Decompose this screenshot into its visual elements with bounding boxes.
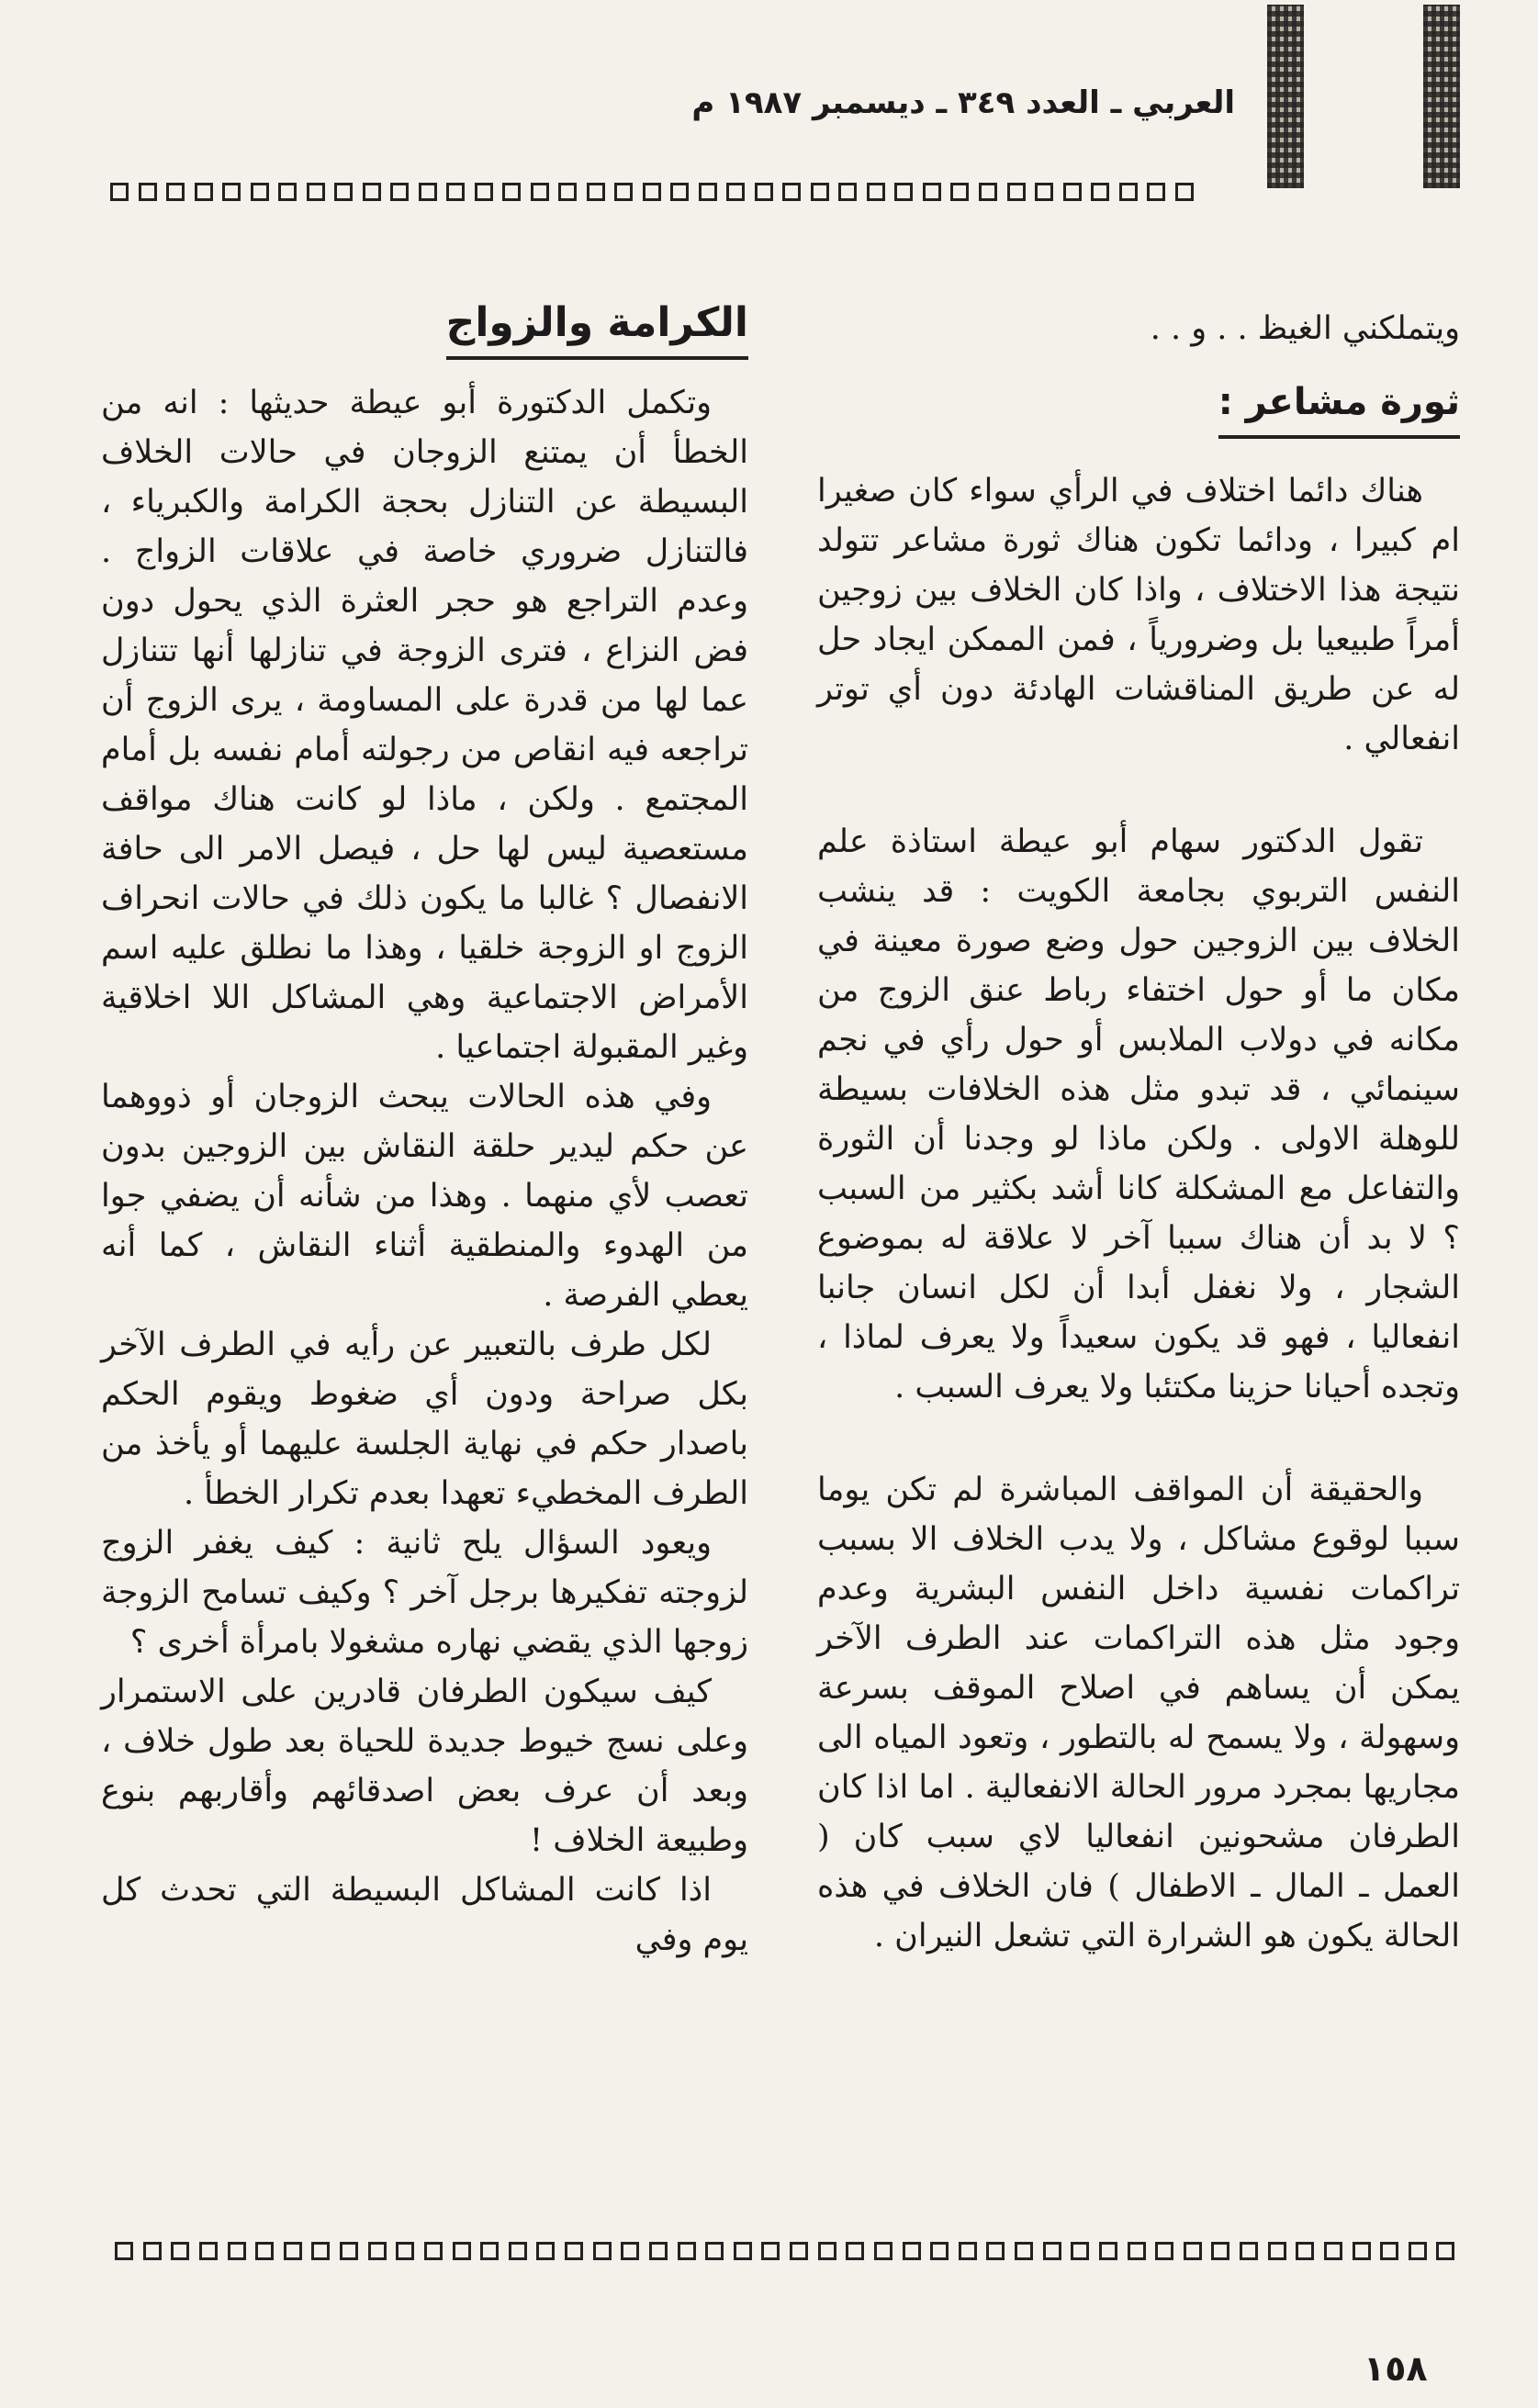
rule-box	[1240, 2242, 1258, 2260]
rule-box	[1071, 2242, 1089, 2260]
paragraph: كيف سيكون الطرفان قادرين على الاستمرار وعلى نسج خيوط جديدة للحياة بعد طول خلاف ، وبعد أن عرف بعض اصدقائهم وأقاربهم بنوع وطبيعة الخلاف !	[101, 1674, 748, 1859]
left-column	[101, 296, 748, 1965]
rule-box	[790, 2242, 808, 2260]
rule-box	[923, 183, 941, 201]
rule-box	[782, 183, 801, 201]
rule-box	[1099, 2242, 1117, 2260]
rule-box	[1035, 183, 1053, 201]
rule-box	[1091, 183, 1109, 201]
paragraph: وفي هذه الحالات يبحث الزوجان أو ذووهما عن حكم ليدير حلقة النقاش بين الزوجين بدون تعصب لأي منهما . وهذا من شأنه أن يضفي جوا من الهدوء والمنطقية أثناء النقاش ، كما أنه يعطي الفرصة .	[101, 1079, 748, 1314]
rule-box	[670, 183, 689, 201]
rule-box	[363, 183, 381, 201]
rule-box	[874, 2242, 892, 2260]
rule-box	[1043, 2242, 1061, 2260]
rule-box	[195, 183, 213, 201]
rule-box	[531, 183, 549, 201]
section-heading: ثورة مشاعر :	[1218, 375, 1460, 439]
rule-box	[334, 183, 353, 201]
right-column	[817, 303, 1460, 1961]
rule-box	[894, 183, 913, 201]
rule-box	[1015, 2242, 1033, 2260]
rule-box	[699, 183, 717, 201]
rule-box	[1409, 2242, 1427, 2260]
paragraph: ويعود السؤال يلح ثانية : كيف يغفر الزوج لزوجته تفكيرها برجل آخر ؟ وكيف تسامح الزوجة زوجها الذي يقضي نهاره مشغولا بامرأة أخرى ؟	[101, 1525, 748, 1661]
rule-box	[340, 2242, 358, 2260]
rule-box	[818, 2242, 836, 2260]
rule-box	[867, 183, 885, 201]
rule-box	[502, 183, 521, 201]
page-number: ١٥٨	[1364, 2348, 1428, 2389]
rule-box	[509, 2242, 527, 2260]
rule-box	[1268, 2242, 1286, 2260]
rule-box	[1324, 2242, 1342, 2260]
rule-box	[396, 2242, 414, 2260]
paragraph: والحقيقة أن المواقف المباشرة لم تكن يوما سببا لوقوع مشاكل ، ولا يدب الخلاف الا بسبب تراكمات نفسية داخل النفس البشرية وعدم وجود مثل هذه التراكمات عند الطرف الآخر يمكن أن يساهم في اصلاح الموقف بسرعة وسهولة ، ولا يسمح له بالتطور ، وتعود المياه الى مجاريها بمجرد مرور الحالة الانفعالية . اما اذا كان الطرفان مشحونين انفعاليا لاي سبب كان ( العمل ـ المال ـ الاطفال ) فان الخلاف في هذه الحالة يكون هو الشرارة التي تشعل النيران .	[817, 1472, 1460, 1954]
decorative-box-rule-bottom	[115, 2237, 1455, 2265]
rule-box	[110, 183, 129, 201]
rule-box	[846, 2242, 864, 2260]
rule-box	[278, 183, 297, 201]
rule-box	[593, 2242, 612, 2260]
rule-box	[558, 183, 577, 201]
paragraph: هناك دائما اختلاف في الرأي سواء كان صغيرا ام كبيرا ، ودائما تكون هناك ثورة مشاعر تتولد نتيجة هذا الاختلاف ، واذا كان الخلاف بين زوجين أمراً طبيعيا بل وضرورياً ، فمن الممكن ايجاد حل له عن طريق المناقشات الهادئة دون أي توتر انفعالي .	[817, 473, 1460, 757]
rule-box	[368, 2242, 387, 2260]
rule-box	[1119, 183, 1138, 201]
rule-box	[1380, 2242, 1398, 2260]
rule-box	[1436, 2242, 1454, 2260]
rule-box	[166, 183, 185, 201]
rule-box	[950, 183, 969, 201]
rule-box	[139, 183, 157, 201]
rule-box	[1063, 183, 1082, 201]
paragraph: اذا كانت المشاكل البسيطة التي تحدث كل يوم وفي	[101, 1872, 748, 1958]
rule-box	[838, 183, 857, 201]
paragraph: تقول الدكتور سهام أبو عيطة استاذة علم النفس التربوي بجامعة الكويت : قد ينشب الخلاف بين الزوجين حول وضع صورة معينة في مكان ما أو حول اختفاء رباط عنق الزوج من مكانه في دولاب الملابس أو حول رأي في نجم سينمائي ، قد تبدو مثل هذه الخلافات بسيطة للوهلة الاولى . ولكن ماذا لو وجدنا أن الثورة والتفاعل مع المشكلة كانا أشد بكثير من السبب ؟ لا بد أن هناك سببا آخر لا علاقة له بموضوع الشجار ، ولا نغفل أبدا أن لكل انسان جانبا انفعاليا ، فهو قد يكون سعيداً ولا يعرف لماذا ، وتجده أحيانا حزينا مكتئبا ولا يعرف السبب .	[817, 823, 1460, 1406]
rule-box	[255, 2242, 274, 2260]
decorative-ornament-left	[1267, 5, 1304, 188]
rule-box	[480, 2242, 499, 2260]
rule-box	[475, 183, 493, 201]
rule-box	[986, 2242, 1005, 2260]
rule-box	[1296, 2242, 1314, 2260]
rule-box	[587, 183, 605, 201]
rule-box	[734, 2242, 752, 2260]
rule-box	[446, 183, 465, 201]
rule-box	[1353, 2242, 1371, 2260]
rule-box	[311, 2242, 330, 2260]
rule-box	[390, 183, 409, 201]
rule-box	[115, 2242, 133, 2260]
rule-box	[565, 2242, 583, 2260]
rule-box	[251, 183, 269, 201]
rule-box	[1184, 2242, 1202, 2260]
rule-box	[811, 183, 829, 201]
rule-box	[726, 183, 745, 201]
rule-box	[453, 2242, 471, 2260]
rule-box	[755, 183, 773, 201]
rule-box	[1147, 183, 1165, 201]
rule-box	[307, 183, 325, 201]
rule-box	[959, 2242, 977, 2260]
rule-box	[424, 2242, 443, 2260]
paragraph: وتكمل الدكتورة أبو عيطة حديثها : انه من الخطأ أن يمتنع الزوجان في حالات الخلاف البسيطة عن التنازل بحجة الكرامة والكبرياء ، فالتنازل ضروري خاصة في علاقات الزواج . وعدم التراجع هو حجر العثرة الذي يحول دون فض النزاع ، فترى الزوجة في تنازلها أنها تتنازل عما لها من قدرة على المساومة ، يرى الزوج أن تراجعه فيه انقاص من رجولته أمام نفسه بل أمام المجتمع . ولكن ، ماذا لو كانت هناك مواقف مستعصية ليس لها حل ، فيصل الامر الى حافة الانفصال ؟ غالبا ما يكون ذلك في حالات انحراف الزوج او الزوجة خلقيا ، وهذا ما نطلق عليه اسم الأمراض الاجتماعية وهي المشاكل اللا اخلاقية وغير المقبولة اجتماعيا .	[101, 385, 748, 1066]
running-header: العربي ـ العدد ٣٤٩ ـ ديسمبر ١٩٨٧ م	[691, 84, 1235, 121]
rule-box	[649, 2242, 668, 2260]
rule-box	[979, 183, 997, 201]
rule-box	[761, 2242, 780, 2260]
rule-box	[1128, 2242, 1146, 2260]
rule-box	[614, 183, 633, 201]
rule-box	[643, 183, 661, 201]
continuation-line: ويتملكني الغيظ . . و . .	[1150, 310, 1460, 347]
rule-box	[1211, 2242, 1229, 2260]
section-heading: الكرامة والزواج	[446, 296, 748, 360]
rule-box	[143, 2242, 162, 2260]
rule-box	[705, 2242, 724, 2260]
paragraph: لكل طرف بالتعبير عن رأيه في الطرف الآخر بكل صراحة ودون أي ضغوط ويقوم الحكم باصدار حكم في نهاية الجلسة عليهما أو يأخذ من الطرف المخطيء تعهدا بعدم تكرار الخطأ .	[101, 1327, 748, 1512]
rule-box	[621, 2242, 639, 2260]
rule-box	[228, 2242, 246, 2260]
rule-box	[1175, 183, 1194, 201]
rule-box	[536, 2242, 555, 2260]
rule-box	[1007, 183, 1026, 201]
rule-box	[678, 2242, 696, 2260]
rule-box	[903, 2242, 921, 2260]
decorative-box-rule-top	[110, 178, 1194, 206]
rule-box	[930, 2242, 949, 2260]
rule-box	[419, 183, 437, 201]
decorative-ornament-right	[1423, 5, 1460, 188]
rule-box	[284, 2242, 302, 2260]
rule-box	[199, 2242, 218, 2260]
rule-box	[222, 183, 241, 201]
rule-box	[171, 2242, 189, 2260]
rule-box	[1155, 2242, 1173, 2260]
